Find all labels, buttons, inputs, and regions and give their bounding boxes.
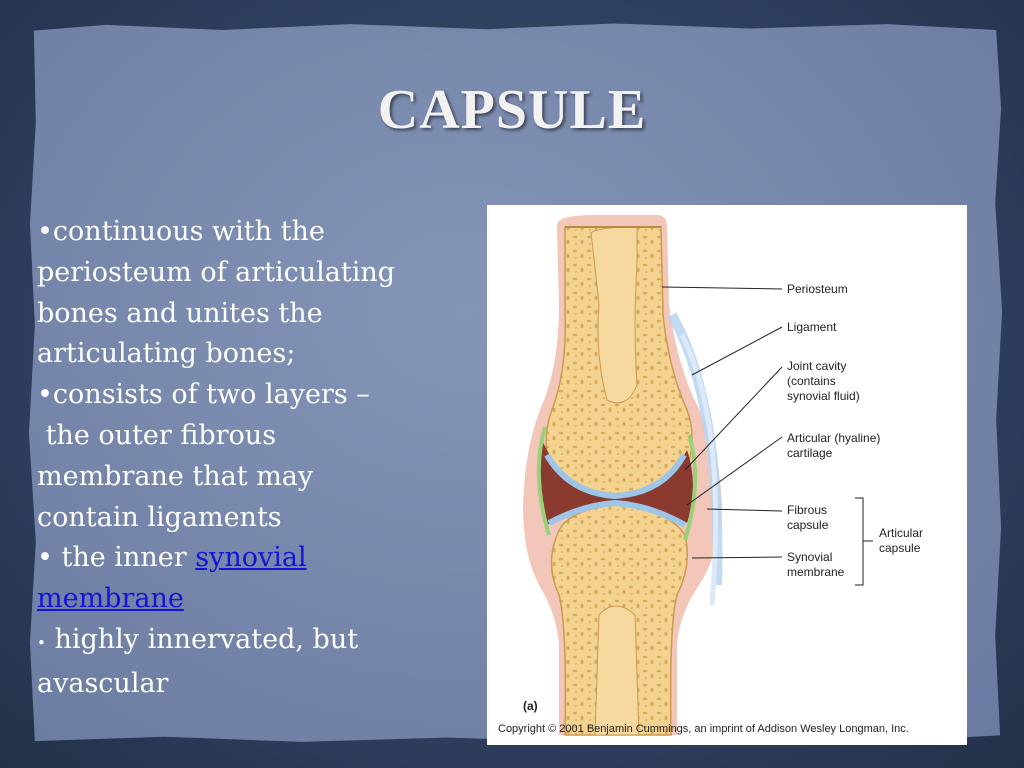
bone-illustration: [523, 215, 722, 735]
synovial-membrane-link[interactable]: synovial: [195, 542, 307, 574]
label-fibrous-capsule-line2: capsule: [787, 518, 829, 532]
bullet-line: •consists of two layers –: [37, 379, 370, 411]
bullet-line: periosteum of articulating: [37, 256, 396, 288]
label-fibrous-capsule: Fibrous: [787, 503, 828, 517]
bullet-list: [37, 212, 477, 705]
label-synovial-membrane: Synovial: [787, 550, 833, 564]
label-joint-cavity-line3: synovial fluid): [787, 389, 860, 403]
bullet-line: membrane that may: [37, 460, 314, 492]
label-articular-cartilage-line2: cartilage: [787, 446, 833, 460]
slide-title: CAPSULE: [377, 79, 647, 141]
bullet-dot: •: [37, 633, 46, 652]
bullet-line: articulating bones;: [37, 338, 296, 370]
label-articular-capsule-line2: capsule: [879, 541, 921, 555]
bullet-line: contain ligaments: [37, 501, 282, 533]
label-articular-cartilage: Articular (hyaline): [787, 431, 881, 445]
label-periosteum: Periosteum: [787, 282, 848, 296]
label-joint-cavity-line2: (contains: [787, 374, 836, 388]
bullet-line: •continuous with the: [37, 216, 325, 247]
label-joint-cavity: Joint cavity: [787, 359, 847, 373]
synovial-membrane-link-continued[interactable]: membrane: [37, 583, 184, 615]
bullet-text: highly innervated, but: [45, 623, 359, 655]
figure-panel-letter: (a): [523, 699, 538, 713]
bullet-text: • the inner: [37, 542, 196, 574]
label-synovial-membrane-line2: membrane: [787, 565, 845, 579]
bullet-line: the outer fibrous: [37, 419, 277, 451]
label-ligament: Ligament: [787, 320, 837, 334]
bullet-line-with-link: [37, 538, 477, 579]
bullet-line: [37, 620, 477, 664]
figure-copyright: Copyright © 2001 Benjamin Cummings, an imprint of Addison Wesley Longman, Inc.: [498, 723, 909, 735]
label-articular-capsule: Articular: [879, 526, 924, 540]
bullet-line-with-link: [37, 579, 477, 620]
bullet-line: avascular: [37, 667, 169, 699]
joint-diagram-svg: [487, 205, 967, 745]
bullet-line: bones and unites the: [37, 297, 323, 329]
joint-diagram-figure: [487, 205, 967, 745]
